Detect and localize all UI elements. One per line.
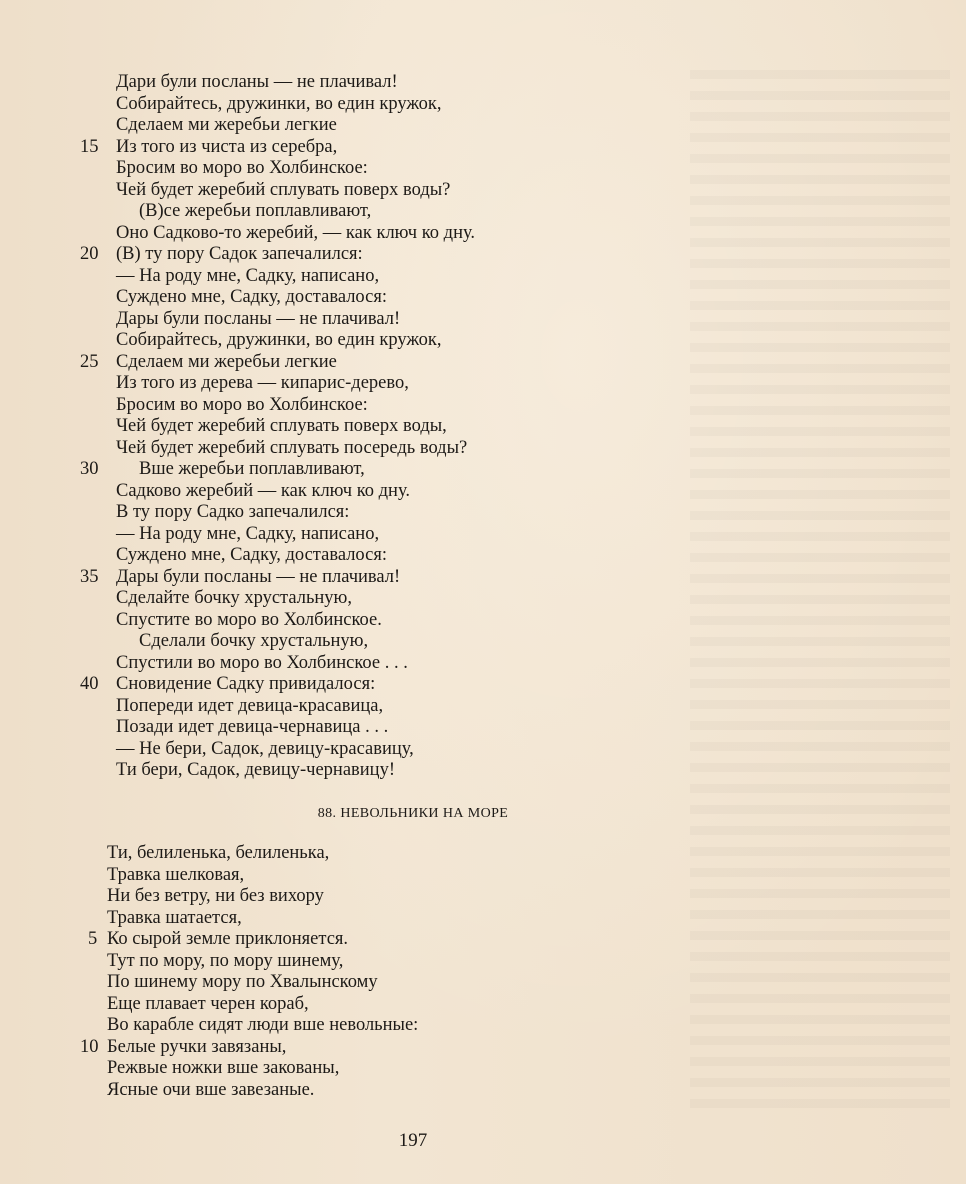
verse-line [0, 588, 966, 610]
verse-line [0, 545, 966, 567]
poem-nevolniki [0, 843, 966, 1101]
verse-line [0, 908, 966, 930]
verse-line [0, 674, 966, 696]
verse-text: Спустите во моро во Холбинское. [116, 609, 382, 630]
verse-text: Дары були посланы — не плачивал! [116, 566, 401, 587]
verse-line [0, 309, 966, 331]
verse-text: Бросим во моро во Холбинское: [116, 158, 368, 178]
line-number: 10 [80, 1036, 99, 1057]
verse-text: Собирайтесь, дружинки, во един кружок, [116, 330, 442, 350]
poem-sadko-continuation [0, 72, 966, 782]
verse-line [0, 717, 966, 739]
verse-line [0, 459, 966, 481]
verse-line [0, 631, 966, 653]
verse-text: Дары були посланы — не плачивал! [116, 308, 401, 329]
verse-text: Во карабле сидят люди вше невольные: [107, 1015, 419, 1035]
verse-line [0, 352, 966, 374]
verse-line [0, 373, 966, 395]
verse-line [0, 94, 966, 116]
verse-text: Травка шелковая, [107, 864, 245, 885]
verse-line [0, 502, 966, 524]
verse-line [0, 739, 966, 761]
verse-line [0, 524, 966, 546]
line-number: 20 [80, 244, 99, 264]
verse-text: — Не бери, Садок, девицу-красавицу, [116, 738, 414, 759]
verse-text: Ясные очи вше завезаные. [107, 1079, 315, 1100]
verse-line [0, 158, 966, 180]
verse-line [0, 653, 966, 675]
verse-text: По шинему мору по Хвалынскому [107, 972, 378, 992]
line-number: 25 [80, 351, 99, 372]
verse-text: Еще плавает черен кораб, [107, 993, 309, 1014]
verse-line [0, 287, 966, 309]
verse-line [0, 843, 966, 865]
verse-line [0, 1037, 966, 1059]
verse-line [0, 244, 966, 266]
verse-text: Спустили во моро во Холбинское . . . [116, 652, 408, 673]
verse-text: Суждено мне, Садку, доставалося: [116, 545, 387, 565]
verse-line [0, 972, 966, 994]
line-number: 15 [80, 136, 99, 157]
verse-line [0, 481, 966, 503]
verse-text: Режвые ножки вше закованы, [107, 1058, 340, 1078]
verse-text: (В) ту пору Садок запечалился: [116, 244, 363, 264]
verse-line [0, 201, 966, 223]
line-number: 30 [80, 459, 99, 479]
verse-text: Травка шатается, [107, 907, 242, 928]
verse-text: Ни без ветру, ни без вихору [107, 886, 324, 906]
verse-line [0, 886, 966, 908]
verse-line [0, 266, 966, 288]
verse-text: Позади идет девица-чернавица . . . [116, 717, 389, 737]
verse-line [0, 929, 966, 951]
line-number: 5 [88, 929, 98, 949]
verse-line [0, 865, 966, 887]
verse-text: Дари були посланы — не плачивал! [116, 72, 398, 92]
verse-text: Ко сырой земле приклоняется. [107, 929, 349, 949]
verse-line [0, 137, 966, 159]
verse-line [0, 1058, 966, 1080]
verse-line [0, 223, 966, 245]
verse-line [0, 438, 966, 460]
verse-text: Суждено мне, Садку, доставалося: [116, 287, 387, 307]
verse-text: Чей будет жеребий сплувать посередь воды? [116, 437, 468, 458]
verse-text: Сделали бочку хрустальную, [139, 631, 369, 651]
verse-text: Садково жеребий — как ключ ко дну. [116, 480, 410, 501]
verse-text: Ти бери, Садок, девицу-чернавицу! [116, 760, 395, 780]
verse-line [0, 115, 966, 137]
verse-line [0, 1080, 966, 1102]
verse-text: Из того из дерева — кипарис-дерево, [116, 373, 409, 393]
verse-line [0, 180, 966, 202]
verse-text: — На роду мне, Садку, написано, [116, 523, 380, 544]
verse-text: Чей будет жеребий сплувать поверх воды, [116, 416, 447, 436]
verse-line [0, 610, 966, 632]
line-number: 35 [80, 566, 99, 587]
verse-text: Вше жеребьи поплавливают, [139, 459, 365, 479]
page-number: 197 [398, 1130, 428, 1151]
verse-line [0, 72, 966, 94]
line-number: 40 [80, 674, 99, 694]
verse-text: Сновидение Садку привидалося: [116, 674, 376, 694]
verse-line [0, 330, 966, 352]
verse-text: Белые ручки завязаны, [107, 1036, 287, 1057]
verse-text: — На роду мне, Садку, написано, [116, 265, 380, 286]
verse-line [0, 951, 966, 973]
verse-text: Из того из чиста из серебра, [116, 136, 338, 157]
verse-text: Бросим во моро во Холбинское: [116, 394, 368, 415]
verse-line [0, 567, 966, 589]
verse-line [0, 994, 966, 1016]
section-heading: 88. НЕВОЛЬНИКИ НА МОРЕ [317, 806, 509, 821]
verse-text: Попереди идет девица-красавица, [116, 695, 384, 716]
verse-text: Сделаем ми жеребьи легкие [116, 115, 337, 135]
verse-text: В ту пору Садко запечалился: [116, 502, 350, 522]
verse-text: Ти, белиленька, белиленька, [107, 843, 330, 863]
verse-line [0, 416, 966, 438]
verse-line [0, 395, 966, 417]
verse-line [0, 1015, 966, 1037]
verse-text: Сделайте бочку хрустальную, [116, 588, 352, 608]
verse-text: Чей будет жеребий сплувать поверх воды? [116, 179, 451, 200]
verse-text: (В)се жеребьи поплавливают, [139, 201, 372, 221]
verse-text: Тут по мору, по мору шинему, [107, 950, 344, 971]
verse-line [0, 760, 966, 782]
verse-line [0, 696, 966, 718]
verse-text: Оно Садково-то жеребий, — как ключ ко дну. [116, 222, 475, 243]
verse-text: Сделаем ми жеребьи легкие [116, 351, 337, 372]
verse-text: Собирайтесь, дружинки, во един кружок, [116, 93, 442, 114]
